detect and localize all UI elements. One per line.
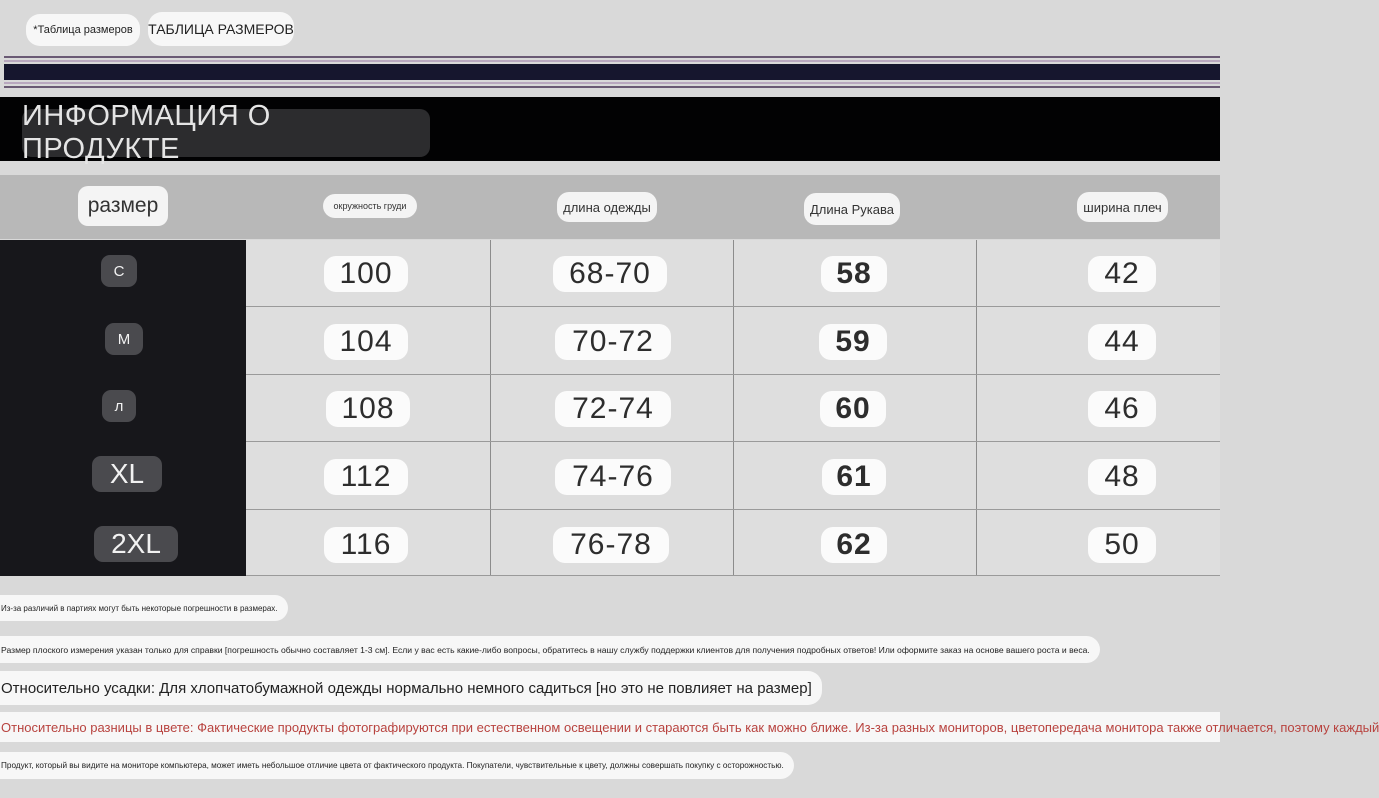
size-label: М <box>105 323 143 355</box>
table-cell-sleeve: 61 <box>822 459 886 495</box>
table-cell-length: 68-70 <box>553 256 667 292</box>
table-cell-shoulder: 50 <box>1088 527 1156 563</box>
table-cell-chest: 116 <box>324 527 408 563</box>
column-header-shoulder: ширина плеч <box>1077 192 1168 222</box>
column-divider <box>490 240 491 576</box>
size-label: XL <box>92 456 162 492</box>
column-header-chest: окружность груди <box>323 194 417 218</box>
table-cell-chest: 100 <box>324 256 408 292</box>
table-cell-length: 76-78 <box>553 527 669 563</box>
table-cell-shoulder: 42 <box>1088 256 1156 292</box>
table-cell-chest: 104 <box>324 324 408 360</box>
table-cell-length: 70-72 <box>555 324 671 360</box>
size-label: С <box>101 255 137 287</box>
row-divider <box>246 575 1220 576</box>
table-cell-shoulder: 44 <box>1088 324 1156 360</box>
table-cell-sleeve: 58 <box>821 256 887 292</box>
table-cell-chest: 112 <box>324 459 408 495</box>
table-cell-shoulder: 48 <box>1088 459 1156 495</box>
row-divider <box>246 374 1220 375</box>
size-label: л <box>102 390 136 422</box>
table-cell-sleeve: 62 <box>821 527 887 563</box>
row-divider <box>246 509 1220 510</box>
column-header-length: длина одежды <box>557 192 657 222</box>
note-color-difference: Относительно разницы в цвете: Фактические продукты фотографируются при естественном освещении и стараются быть как можно ближе. Из-за разных мониторов, цветопередача монитора также отличается, поэтому каждый <box>0 712 1220 742</box>
row-divider <box>246 441 1220 442</box>
page-title: ИНФОРМАЦИЯ О ПРОДУКТЕ <box>22 109 430 157</box>
column-header-sleeve: Длина Рукава <box>804 193 900 225</box>
table-cell-length: 72-74 <box>555 391 671 427</box>
table-cell-shoulder: 46 <box>1088 391 1156 427</box>
table-cell-chest: 108 <box>326 391 410 427</box>
size-label: 2XL <box>94 526 178 562</box>
table-cell-sleeve: 60 <box>820 391 886 427</box>
note-monitor: Продукт, который вы видите на мониторе компьютера, может иметь небольшое отличие цвета от фактического продукта. Покупатели, чувствительные к цвету, должны совершать покупку с осторожностью. <box>0 752 794 779</box>
column-divider <box>733 240 734 576</box>
size-chart-tag: ТАБЛИЦА РАЗМЕРОВ <box>148 12 294 46</box>
note-measurement: Размер плоского измерения указан только для справки [погрешность обычно составляет 1-3 см]. Если у вас есть какие-либо вопросы, обратитесь в нашу службу поддержки клиентов для получения подробных ответов! Или оформите заказ на основе вашего роста и веса. <box>0 636 1100 663</box>
table-cell-length: 74-76 <box>555 459 671 495</box>
size-chart-tag-small: *Таблица размеров <box>26 14 140 46</box>
decorative-stripes <box>0 56 1220 90</box>
table-cell-sleeve: 59 <box>819 324 887 360</box>
note-shrinkage: Относительно усадки: Для хлопчатобумажной одежды нормально немного садиться [но это не повлияет на размер] <box>0 671 822 705</box>
column-header-size: размер <box>78 186 168 226</box>
note-batch-tolerance: Из-за различий в партиях могут быть некоторые погрешности в размерах. <box>0 595 288 621</box>
column-divider <box>976 240 977 576</box>
row-divider <box>246 306 1220 307</box>
